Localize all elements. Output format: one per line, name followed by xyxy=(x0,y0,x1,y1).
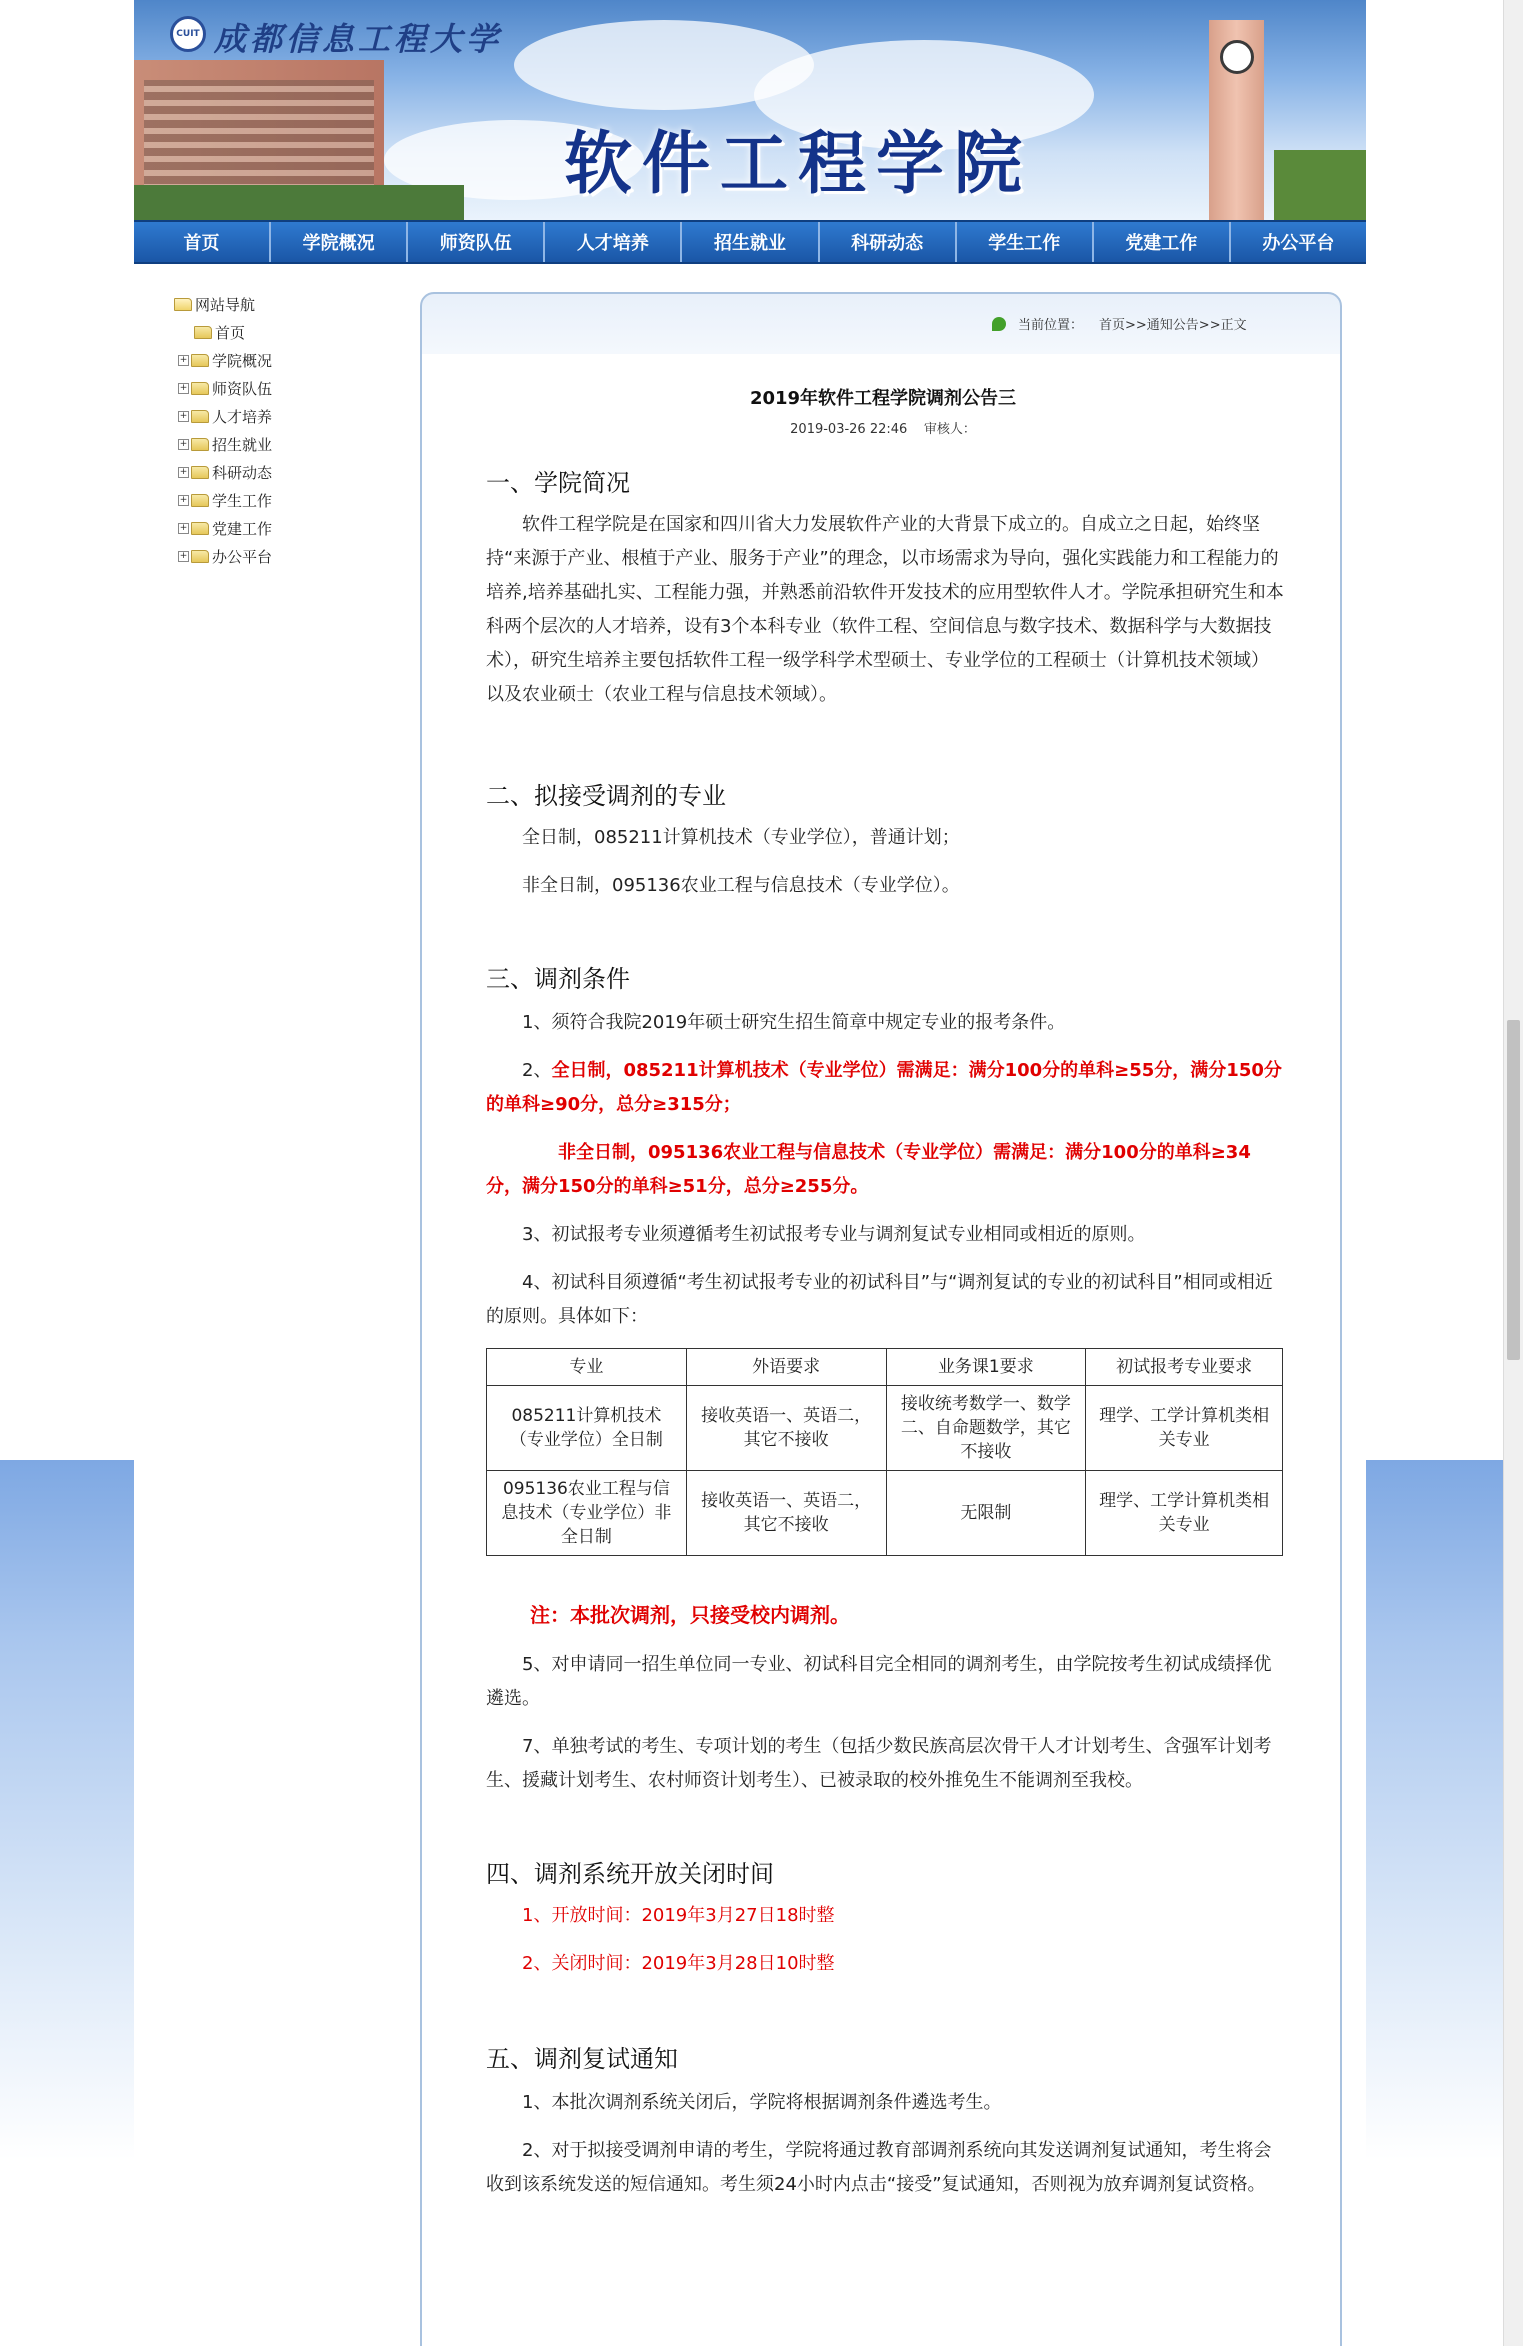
breadcrumb-label: 当前位置： xyxy=(1018,318,1084,333)
page-container xyxy=(134,0,1366,2346)
sidebar-item-office[interactable] xyxy=(174,542,394,570)
nav-item-about[interactable]: 学院概况 xyxy=(271,222,408,262)
sidebar-item-label: 科研动态 xyxy=(212,463,273,482)
paragraph: 3、初试报考专业须遵循考生初试报考专业与调剂复试专业相同或相近的原则。 xyxy=(522,1224,1146,1245)
item-number: 2、 xyxy=(522,1060,552,1081)
requirement-text: 全日制，085211计算机技术（专业学位）需满足：满分100分的单科≥55分，满分150分的单科≥90分，总分≥315分； xyxy=(486,1060,1282,1115)
table-row xyxy=(487,1386,1283,1471)
trees-decoration xyxy=(1274,150,1366,220)
breadcrumb xyxy=(992,314,1247,333)
requirements-table xyxy=(486,1348,1283,1556)
folder-icon xyxy=(191,382,209,395)
expand-icon[interactable]: + xyxy=(179,466,188,477)
nav-item-home[interactable]: 首页 xyxy=(134,222,271,262)
section-title: 五、调剂复试通知 xyxy=(486,2045,678,2073)
sidebar-item-party[interactable] xyxy=(174,514,394,542)
tree-root[interactable] xyxy=(174,290,394,318)
grass-strip xyxy=(134,185,464,220)
table-header: 业务课1要求 xyxy=(886,1349,1086,1386)
sidebar-item-label: 学生工作 xyxy=(212,491,273,510)
table-row xyxy=(487,1471,1283,1556)
section-title: 三、调剂条件 xyxy=(486,965,630,993)
sidebar-item-about[interactable] xyxy=(174,346,394,374)
university-name: 成都信息工程大学 xyxy=(214,20,503,58)
paragraph: 2、对于拟接受调剂申请的考生，学院将通过教育部调剂系统向其发送调剂复试通知，考生将会收到该系统发送的短信通知。考生须24小时内点击“接受”复试通知，否则视为放弃调剂复试资格。 xyxy=(486,2140,1272,2195)
nav-item-office[interactable]: 办公平台 xyxy=(1231,222,1366,262)
sidebar-item-label: 学院概况 xyxy=(212,351,273,370)
clock-face-icon xyxy=(1220,40,1254,74)
college-title: 软件工程学院 xyxy=(564,124,1033,204)
paragraph: 软件工程学院是在国家和四川省大力发展软件产业的大背景下成立的。自成立之日起，始终坚持“来源于产业、根植于产业、服务于产业”的理念，以市场需求为导向，强化实践能力和工程能力的培养,培养基础扎实、工程能力强，并熟悉前沿软件开发技术的应用型软件人才。学院承担研究生和本科两个层次的人才培养，设有3个本科专业（软件工程、空间信息与数字技术、数据科学与大数据技术），研究生培养主要包括软件工程一级学科学术型硕士、专业学位的工程硕士（计算机技术领域）以及农业硕士（农业工程与信息技术领域）。 xyxy=(486,514,1284,705)
folder-open-icon xyxy=(174,298,192,311)
sidebar-item-admissions[interactable] xyxy=(174,430,394,458)
nav-item-research[interactable]: 科研动态 xyxy=(820,222,957,262)
university-logo[interactable] xyxy=(170,16,206,52)
folder-icon xyxy=(191,466,209,479)
sidebar-item-faculty[interactable] xyxy=(174,374,394,402)
folder-icon xyxy=(191,550,209,563)
note-text: 注：本批次调剂，只接受校内调剂。 xyxy=(530,1603,850,1627)
tree-root-label: 网站导航 xyxy=(195,295,256,314)
logo-text: CUIT xyxy=(176,29,200,39)
expand-icon[interactable]: + xyxy=(179,522,188,533)
paragraph: 5、对申请同一招生单位同一专业、初试科目完全相同的调剂考生，由学院按考生初试成绩择优遴选。 xyxy=(486,1654,1272,1709)
paragraph: 1、本批次调剂系统关闭后，学院将根据调剂条件遴选考生。 xyxy=(522,2092,1002,2113)
nav-item-faculty[interactable]: 师资队伍 xyxy=(408,222,545,262)
breadcrumb-path[interactable]: 首页>>通知公告>>正文 xyxy=(1099,318,1247,333)
expand-icon[interactable]: + xyxy=(179,382,188,393)
paragraph: 1、须符合我院2019年硕士研究生招生简章中规定专业的报考条件。 xyxy=(522,1012,1066,1033)
leaf-icon xyxy=(992,317,1006,331)
paragraph: 4、初试科目须遵循“考生初试报考专业的初试科目”与“调剂复试的专业的初试科目”相同或相近的原则。具体如下： xyxy=(486,1272,1273,1327)
article-meta: 2019-03-26 22:46 审核人： xyxy=(790,422,976,437)
folder-icon xyxy=(191,410,209,423)
scrollbar-thumb[interactable] xyxy=(1507,1020,1520,1360)
folder-icon xyxy=(191,438,209,451)
nav-item-students[interactable]: 学生工作 xyxy=(957,222,1094,262)
nav-item-admissions[interactable]: 招生就业 xyxy=(682,222,819,262)
paragraph: 全日制，085211计算机技术（专业学位），普通计划； xyxy=(522,827,960,848)
folder-icon xyxy=(191,494,209,507)
table-cell: 接收英语一、英语二，其它不接收 xyxy=(686,1471,886,1556)
sidebar-item-label: 党建工作 xyxy=(212,519,273,538)
section-title: 四、调剂系统开放关闭时间 xyxy=(486,1860,774,1888)
time-text: 1、开放时间：2019年3月27日18时整 xyxy=(522,1905,835,1926)
folder-icon xyxy=(191,522,209,535)
article xyxy=(464,364,1302,2346)
expand-icon[interactable]: + xyxy=(179,438,188,449)
sidebar-item-students[interactable] xyxy=(174,486,394,514)
requirement-text: 非全日制，095136农业工程与信息技术（专业学位）需满足：满分100分的单科≥34分，满分150分的单科≥51分，总分≥255分。 xyxy=(486,1142,1251,1197)
building-windows xyxy=(144,80,374,190)
table-cell: 接收统考数学一、数学二、自命题数学，其它不接收 xyxy=(886,1386,1086,1471)
time-text: 2、关闭时间：2019年3月28日10时整 xyxy=(522,1953,835,1974)
section-title: 二、拟接受调剂的专业 xyxy=(486,782,726,810)
table-cell: 理学、工学计算机类相关专业 xyxy=(1086,1386,1283,1471)
main-nav xyxy=(134,220,1366,264)
sidebar-item-education[interactable] xyxy=(174,402,394,430)
folder-icon xyxy=(194,326,212,339)
table-cell: 理学、工学计算机类相关专业 xyxy=(1086,1471,1283,1556)
nav-item-party[interactable]: 党建工作 xyxy=(1094,222,1231,262)
sidebar-item-label: 招生就业 xyxy=(212,435,273,454)
sidebar-item-label: 办公平台 xyxy=(212,547,273,566)
expand-icon[interactable]: + xyxy=(179,354,188,365)
table-cell: 095136农业工程与信息技术（专业学位）非全日制 xyxy=(487,1471,687,1556)
paragraph: 7、单独考试的考生、专项计划的考生（包括少数民族高层次骨干人才计划考生、含强军计划考生、援藏计划考生、农村师资计划考生）、已被录取的校外推免生不能调剂至我校。 xyxy=(486,1736,1272,1791)
content-panel xyxy=(420,292,1342,2346)
table-header-row xyxy=(487,1349,1283,1386)
table-cell: 无限制 xyxy=(886,1471,1086,1556)
table-cell: 085211计算机技术（专业学位）全日制 xyxy=(487,1386,687,1471)
sidebar-tree xyxy=(174,290,394,570)
folder-icon xyxy=(191,354,209,367)
sidebar-item-label: 师资队伍 xyxy=(212,379,273,398)
sidebar-item-label: 首页 xyxy=(215,323,246,342)
table-cell: 接收英语一、英语二，其它不接收 xyxy=(686,1386,886,1471)
vertical-scrollbar[interactable] xyxy=(1503,0,1523,2346)
sidebar-item-label: 人才培养 xyxy=(212,407,273,426)
nav-item-education[interactable]: 人才培养 xyxy=(545,222,682,262)
table-header: 专业 xyxy=(487,1349,687,1386)
table-header: 外语要求 xyxy=(686,1349,886,1386)
paragraph-highlight xyxy=(486,1054,1284,1122)
expand-icon[interactable]: + xyxy=(179,494,188,505)
expand-icon[interactable]: + xyxy=(179,410,188,421)
sidebar-item-research[interactable] xyxy=(174,458,394,486)
expand-icon[interactable]: + xyxy=(179,550,188,561)
paragraph: 非全日制，095136农业工程与信息技术（专业学位）。 xyxy=(522,875,960,896)
table-header: 初试报考专业要求 xyxy=(1086,1349,1283,1386)
section-title: 一、学院简况 xyxy=(486,469,630,497)
article-title: 2019年软件工程学院调剂公告三 xyxy=(749,388,1017,409)
header-banner xyxy=(134,0,1366,220)
sidebar-item-home[interactable] xyxy=(174,318,394,346)
